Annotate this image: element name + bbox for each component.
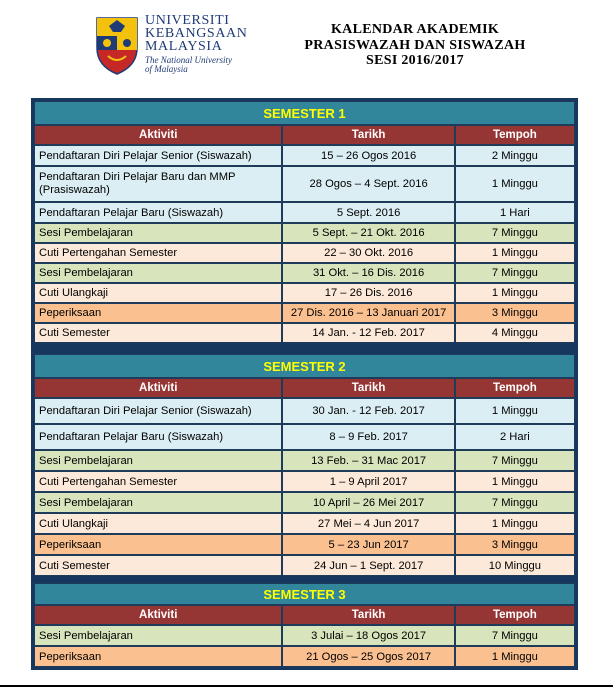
duration-cell: 7 Minggu — [455, 625, 575, 646]
duration-cell: 10 Minggu — [455, 555, 575, 576]
date-cell: 8 – 9 Feb. 2017 — [282, 424, 454, 450]
date-cell: 15 – 26 Ogos 2016 — [282, 145, 454, 166]
semester-title: SEMESTER 1 — [34, 101, 575, 125]
column-header-date: Tarikh — [282, 605, 454, 625]
table-row — [34, 450, 575, 471]
date-cell: 21 Ogos – 25 Ogos 2017 — [282, 646, 454, 667]
date-cell: 27 Mei – 4 Jun 2017 — [282, 513, 454, 534]
table-row — [34, 646, 575, 667]
date-cell: 27 Dis. 2016 – 13 Januari 2017 — [282, 303, 454, 323]
duration-cell: 1 Minggu — [455, 283, 575, 303]
table-row — [34, 323, 575, 343]
semester-1-table — [34, 101, 575, 343]
university-line-3: MALAYSIA — [145, 39, 223, 54]
activity-cell: Peperiksaan — [34, 303, 282, 323]
activity-cell: Pendaftaran Diri Pelajar Senior (Siswazah) — [34, 145, 282, 166]
date-cell: 3 Julai – 18 Ogos 2017 — [282, 625, 454, 646]
table-row — [34, 202, 575, 223]
date-cell: 1 – 9 April 2017 — [282, 471, 454, 492]
bottom-rule — [0, 685, 613, 687]
activity-cell: Cuti Pertengahan Semester — [34, 243, 282, 263]
table-row — [34, 555, 575, 576]
table-row — [34, 513, 575, 534]
table-row — [34, 398, 575, 424]
title-line-1: KALENDAR AKADEMIK — [330, 22, 500, 37]
activity-cell: Cuti Semester — [34, 555, 282, 576]
activity-cell: Peperiksaan — [34, 646, 282, 667]
table-row — [34, 492, 575, 513]
ukm-crest-icon — [94, 14, 140, 76]
table-row — [34, 166, 575, 202]
duration-cell: 4 Minggu — [455, 323, 575, 343]
duration-cell: 1 Hari — [455, 202, 575, 223]
column-header-activity: Aktiviti — [34, 378, 282, 398]
duration-cell: 2 Minggu — [455, 145, 575, 166]
table-row — [34, 424, 575, 450]
table-row — [34, 243, 575, 263]
semester-3-table — [34, 583, 575, 667]
duration-cell: 2 Hari — [455, 424, 575, 450]
date-cell: 5 Sept. 2016 — [282, 202, 454, 223]
activity-cell: Pendaftaran Pelajar Baru (Siswazah) — [34, 202, 282, 223]
duration-cell: 7 Minggu — [455, 223, 575, 243]
table-row — [34, 145, 575, 166]
duration-cell: 1 Minggu — [455, 243, 575, 263]
activity-cell: Sesi Pembelajaran — [34, 625, 282, 646]
semester-title: SEMESTER 2 — [34, 354, 575, 378]
duration-cell: 1 Minggu — [455, 471, 575, 492]
activity-cell: Cuti Pertengahan Semester — [34, 471, 282, 492]
date-cell: 22 – 30 Okt. 2016 — [282, 243, 454, 263]
table-row — [34, 534, 575, 555]
university-name — [145, 14, 247, 74]
university-line-1: UNIVERSITI — [145, 13, 230, 28]
table-row — [34, 283, 575, 303]
date-cell: 28 Ogos – 4 Sept. 2016 — [282, 166, 454, 202]
date-cell: 30 Jan. - 12 Feb. 2017 — [282, 398, 454, 424]
activity-cell: Peperiksaan — [34, 534, 282, 555]
date-cell: 14 Jan. - 12 Feb. 2017 — [282, 323, 454, 343]
title-line-3: SESI 2016/2017 — [366, 53, 464, 68]
university-tagline-2: of Malaysia — [145, 64, 188, 74]
column-header-duration: Tempoh — [455, 605, 575, 625]
activity-cell: Cuti Ulangkaji — [34, 513, 282, 534]
column-header-activity: Aktiviti — [34, 125, 282, 145]
activity-cell: Sesi Pembelajaran — [34, 492, 282, 513]
date-cell: 10 April – 26 Mei 2017 — [282, 492, 454, 513]
activity-cell: Pendaftaran Pelajar Baru (Siswazah) — [34, 424, 282, 450]
date-cell: 24 Jun – 1 Sept. 2017 — [282, 555, 454, 576]
page-title — [290, 22, 540, 69]
column-header-date: Tarikh — [282, 378, 454, 398]
date-cell: 13 Feb. – 31 Mac 2017 — [282, 450, 454, 471]
date-cell: 31 Okt. – 16 Dis. 2016 — [282, 263, 454, 283]
date-cell: 17 – 26 Dis. 2016 — [282, 283, 454, 303]
university-line-2: KEBANGSAAN — [145, 26, 248, 41]
activity-cell: Cuti Semester — [34, 323, 282, 343]
duration-cell: 1 Minggu — [455, 166, 575, 202]
duration-cell: 1 Minggu — [455, 646, 575, 667]
duration-cell: 3 Minggu — [455, 534, 575, 555]
table-row — [34, 263, 575, 283]
date-cell: 5 Sept. – 21 Okt. 2016 — [282, 223, 454, 243]
activity-cell: Sesi Pembelajaran — [34, 450, 282, 471]
column-header-date: Tarikh — [282, 125, 454, 145]
duration-cell: 7 Minggu — [455, 263, 575, 283]
table-row — [34, 471, 575, 492]
semester-title: SEMESTER 3 — [34, 583, 575, 605]
title-line-2: PRASISWAZAH DAN SISWAZAH — [304, 37, 526, 53]
date-cell: 5 – 23 Jun 2017 — [282, 534, 454, 555]
activity-cell: Sesi Pembelajaran — [34, 223, 282, 243]
university-tagline-1: The National University — [145, 55, 232, 65]
duration-cell: 7 Minggu — [455, 450, 575, 471]
activity-cell: Cuti Ulangkaji — [34, 283, 282, 303]
document-header — [0, 0, 613, 92]
activity-cell: Sesi Pembelajaran — [34, 263, 282, 283]
activity-cell: Pendaftaran Diri Pelajar Baru dan MMP (Prasiswazah) — [34, 166, 282, 202]
column-header-activity: Aktiviti — [34, 605, 282, 625]
table-row — [34, 625, 575, 646]
table-row — [34, 303, 575, 323]
duration-cell: 1 Minggu — [455, 398, 575, 424]
duration-cell: 3 Minggu — [455, 303, 575, 323]
semester-2-table — [34, 354, 575, 576]
activity-cell: Pendaftaran Diri Pelajar Senior (Siswazah) — [34, 398, 282, 424]
duration-cell: 7 Minggu — [455, 492, 575, 513]
column-header-duration: Tempoh — [455, 378, 575, 398]
column-header-duration: Tempoh — [455, 125, 575, 145]
duration-cell: 1 Minggu — [455, 513, 575, 534]
table-row — [34, 223, 575, 243]
